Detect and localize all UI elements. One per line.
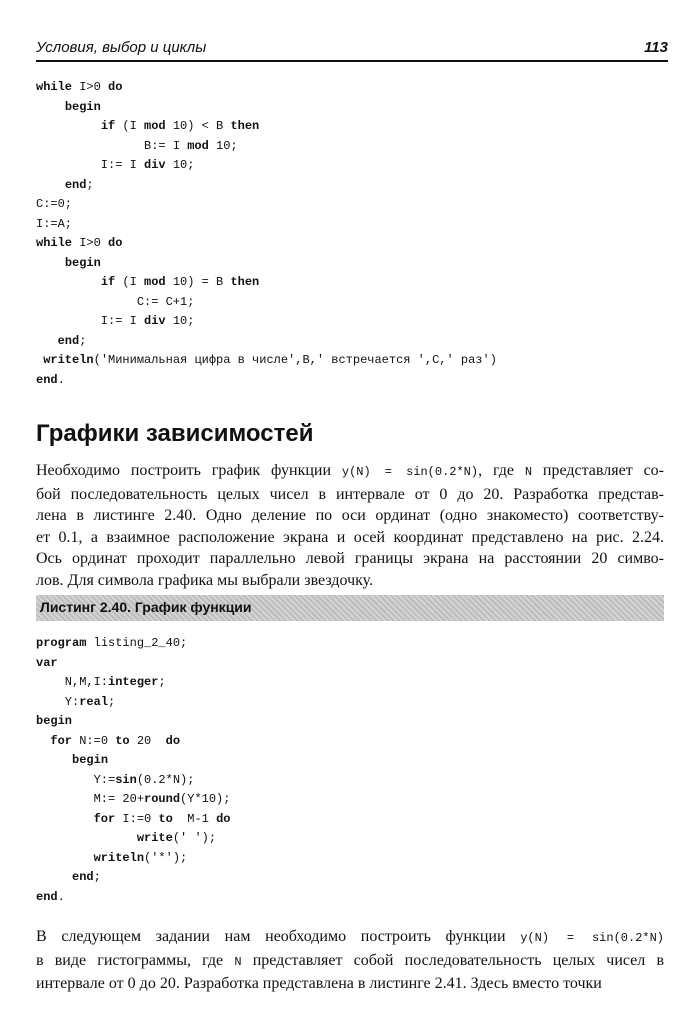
text-span: [36, 100, 65, 114]
keyword: end: [36, 889, 58, 904]
code-line: [36, 868, 230, 888]
text-span: I>0: [72, 80, 109, 94]
keyword: write: [136, 831, 173, 845]
text-span: ;: [86, 177, 94, 192]
keyword: do: [165, 733, 181, 748]
text-span: ;: [93, 870, 101, 884]
keyword: writeln: [93, 850, 145, 865]
code-line: [36, 771, 230, 791]
keyword: if: [100, 119, 116, 133]
text-line: [36, 548, 664, 570]
inline-code: y(N) = sin(0.2*N): [520, 931, 664, 945]
text-span: [36, 334, 58, 348]
code-line: [36, 78, 497, 98]
text-span: [36, 178, 65, 192]
keyword: to: [158, 811, 173, 826]
keyword: mod: [144, 119, 166, 133]
keyword: program: [36, 636, 87, 650]
keyword: begin: [72, 753, 109, 767]
text-span: Необходимо построить график функции: [36, 462, 342, 479]
code-line: [36, 332, 497, 352]
inline-code: y(N) = sin(0.2*N): [341, 465, 479, 479]
text-span: I:=A;: [36, 216, 73, 231]
text-span: I:= I: [36, 314, 145, 328]
text-span: 10;: [165, 158, 195, 172]
keyword: while: [36, 80, 73, 94]
code-line: [36, 312, 497, 332]
text-span: представляет со-: [532, 462, 664, 479]
keyword: for: [93, 811, 116, 826]
code-line: [36, 888, 230, 908]
text-span: в виде гистограммы, где: [36, 951, 235, 969]
text-span: [36, 275, 101, 289]
keyword: while: [36, 236, 73, 250]
code-line: [36, 634, 230, 654]
code-line: [36, 117, 497, 137]
code-block-top: [36, 78, 497, 390]
keyword: end: [57, 333, 80, 348]
code-line: [36, 137, 497, 157]
code-line: [36, 673, 230, 693]
text-span: [36, 831, 137, 845]
keyword: mod: [187, 138, 209, 153]
inline-code: N: [234, 954, 242, 969]
text-span: I:= I: [36, 158, 145, 172]
text-span: N:=0: [72, 733, 116, 748]
keyword: sin: [115, 772, 137, 787]
text-span: (' ');: [172, 831, 217, 845]
text-span: ;: [108, 694, 116, 709]
keyword: div: [144, 314, 166, 328]
code-line: [36, 273, 497, 293]
text-span: Y:=: [36, 772, 116, 787]
code-line: [36, 810, 230, 830]
text-span: 10) < B: [165, 119, 231, 133]
keyword: do: [216, 811, 231, 826]
text-span: , где: [478, 462, 525, 479]
text-span: интервале от 0 до 20. Разработка представлена в листинге 2.41. Здесь вместо точки: [36, 975, 602, 993]
text-span: [36, 870, 72, 884]
keyword: begin: [64, 255, 101, 270]
keyword: end: [36, 372, 58, 387]
keyword: do: [108, 80, 123, 94]
text-span: Ось ординат проходит параллельно левой границы экрана на расстоянии 20 симво-: [36, 550, 664, 568]
code-line: [36, 293, 497, 313]
text-span: I:=0: [115, 811, 159, 826]
code-line: [36, 371, 497, 391]
keyword: to: [115, 733, 130, 748]
text-span: ;: [79, 333, 87, 348]
code-line: [36, 234, 497, 254]
section-heading: Графики зависимостей: [36, 420, 314, 447]
text-line: [36, 460, 664, 484]
keyword: do: [108, 236, 123, 250]
text-span: 20: [129, 733, 166, 748]
text-line: [36, 973, 664, 995]
text-span: (I: [115, 275, 145, 289]
text-span: 10;: [208, 138, 238, 153]
text-span: В следующем задании нам необходимо построить функции: [36, 928, 521, 945]
text-line: [36, 484, 664, 506]
keyword: writeln: [43, 353, 94, 367]
text-span: N,M,I:: [36, 675, 109, 689]
keyword: end: [72, 870, 94, 884]
text-span: ет 0.1, а взаимное расположение экрана и осей координат представлено на рис. 2.24.: [36, 528, 664, 546]
keyword: real: [79, 694, 109, 709]
text-span: (0.2*N);: [136, 772, 195, 787]
code-line: [36, 732, 230, 752]
text-span: C:=0;: [36, 197, 73, 211]
code-line: [36, 712, 230, 732]
text-span: [36, 256, 65, 270]
text-line: [36, 505, 664, 527]
text-span: [36, 734, 50, 748]
text-span: M:= 20+: [36, 792, 145, 806]
code-line: [36, 751, 230, 771]
keyword: mod: [144, 275, 166, 289]
keyword: begin: [64, 99, 101, 114]
keyword: then: [230, 275, 260, 289]
text-span: лов. Для символа графика мы выбрали звездочку.: [36, 571, 374, 589]
code-line: [36, 176, 497, 196]
keyword: round: [144, 792, 181, 806]
text-span: C:= C+1;: [36, 294, 195, 309]
page-number: 113: [644, 39, 668, 56]
running-header: [36, 30, 668, 62]
text-span: [36, 812, 94, 826]
code-line: [36, 254, 497, 274]
section-paragraph: [36, 460, 664, 592]
text-span: Y:: [36, 694, 80, 709]
keyword: if: [100, 275, 116, 289]
text-line: [36, 570, 664, 592]
text-span: .: [57, 889, 65, 904]
code-line: [36, 351, 497, 371]
keyword: end: [64, 177, 87, 192]
text-span: ;: [158, 675, 166, 689]
keyword: for: [50, 733, 73, 748]
text-span: (Y*10);: [180, 792, 231, 806]
listing-caption-bar: [36, 595, 664, 621]
code-line: [36, 195, 497, 215]
code-line: [36, 654, 230, 674]
inline-code: N: [524, 465, 533, 479]
text-span: I>0: [72, 236, 109, 250]
text-span: [36, 851, 94, 865]
listing-code: [36, 634, 230, 907]
text-line: [36, 950, 664, 974]
closing-paragraph: [36, 926, 664, 995]
code-line: [36, 829, 230, 849]
text-span: .: [57, 372, 65, 387]
text-span: [36, 753, 72, 767]
text-span: [36, 119, 101, 133]
text-span: 10) = B: [165, 275, 231, 289]
keyword: div: [144, 158, 166, 172]
text-span: бой последовательность целых чисел в интервале от 0 до 20. Разработка представ-: [36, 485, 664, 503]
text-line: [36, 527, 664, 549]
code-line: [36, 790, 230, 810]
text-span: лена в листинге 2.40. Одно деление по оси ординат (одно знакоместо) соответству-: [36, 507, 664, 525]
code-line: [36, 215, 497, 235]
code-line: [36, 98, 497, 118]
keyword: then: [230, 119, 260, 133]
code-line: [36, 693, 230, 713]
code-line: [36, 849, 230, 869]
text-span: listing_2_40;: [86, 636, 188, 650]
keyword: begin: [36, 714, 73, 728]
text-span: ('Минимальная цифра в числе',B,' встречается ',C,' раз'): [93, 353, 497, 367]
text-span: M-1: [172, 811, 217, 826]
text-span: представляет собой последовательность целых чисел в: [241, 951, 665, 969]
text-span: ('*');: [144, 850, 188, 865]
text-line: [36, 926, 664, 950]
text-span: 10;: [165, 314, 195, 328]
code-line: [36, 156, 497, 176]
listing-title: Листинг 2.40. График функции: [40, 599, 252, 615]
text-span: (I: [115, 119, 145, 133]
keyword: var: [36, 655, 58, 670]
text-span: B:= I: [36, 138, 188, 153]
chapter-title: Условия, выбор и циклы: [36, 39, 207, 56]
keyword: integer: [108, 675, 159, 689]
